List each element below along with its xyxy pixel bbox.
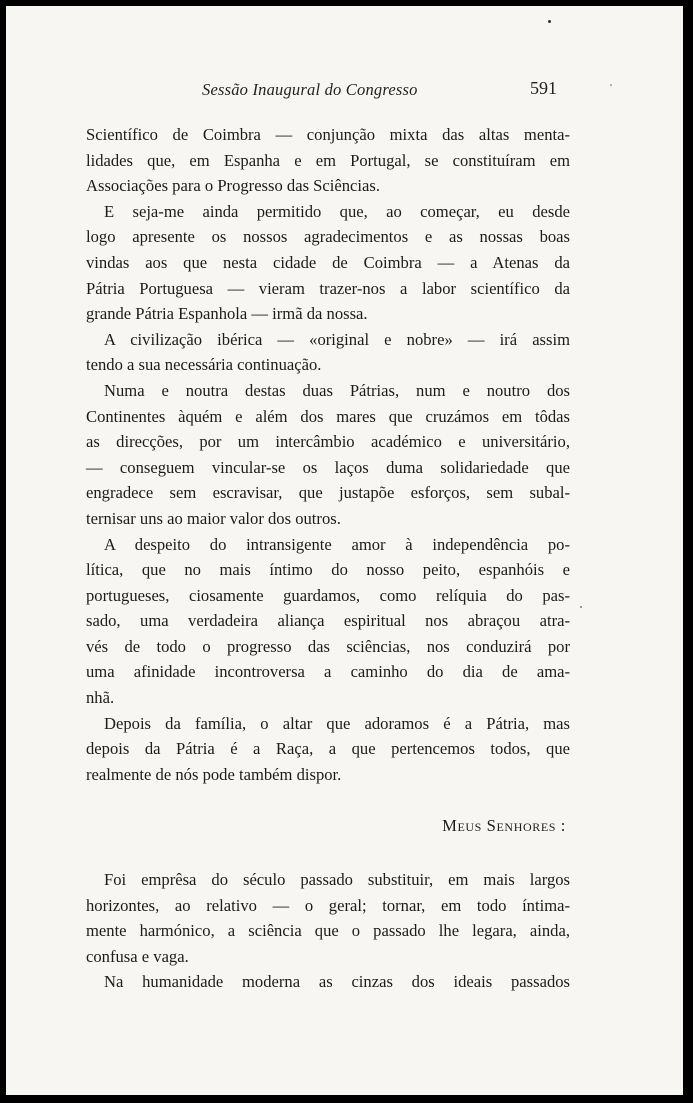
scan-speck [580,606,582,608]
paragraph [86,199,570,327]
text-line: A despeito do intransigente amor à independência po- [104,534,570,554]
text-line: vindas aos que nesta cidade de Coimbra — a Atenas da [86,252,570,272]
paragraph [86,378,570,532]
text-line: as direcções, por um intercâmbio académico e universitário, [86,432,570,452]
text-line: confusa e vaga. [86,946,189,966]
text-line: E seja-me ainda permitido que, ao começar, eu desde [104,201,570,221]
text-line: — conseguem vincular-se os laços duma solidariedade que [86,457,570,477]
text-line: Depois da família, o altar que adoramos é a Pátria, mas [104,713,570,733]
text-line: lítica, que no mais íntimo do nosso peito, espanhóis e [86,560,570,580]
text-line: ternisar uns ao maior valor dos outros. [86,508,341,528]
text-line: nhã. [86,688,115,708]
text-line: uma afinidade incontroversa a caminho do dia de ama- [86,662,570,682]
text-line: sado, uma verdadeira aliança espiritual nos abraçou atra- [86,611,570,631]
text-line: portugueses, ciosamente guardamos, como relíquia do pas- [86,585,570,605]
text-line: logo apresente os nossos agradecimentos e as nossas boas [86,227,570,247]
text-line: Associações para o Progresso das Sciências. [86,176,380,196]
paragraph [86,122,570,199]
text-line: tendo a sua necessária continuação. [86,355,322,375]
paragraph [86,711,570,788]
text-line: Continentes àquém e além dos mares que cruzámos em tôdas [86,406,570,426]
text-line: engradece sem escravisar, que justapõe esforços, sem subal- [86,483,570,503]
paragraph [86,532,570,711]
paragraph [86,969,570,995]
text-line: Scientífico de Coimbra — conjunção mixta das altas menta- [86,125,570,144]
book-page [6,6,683,1095]
paragraph [86,327,570,378]
page-number: 591 [530,78,557,98]
scan-speck [610,84,612,86]
text-line: vés de todo o progresso das sciências, nos conduzirá por [86,636,570,656]
text-line: Numa e noutra destas duas Pátrias, num e noutro dos [104,380,570,400]
text-line: lidades que, em Espanha e em Portugal, se constituíram em [86,150,570,170]
text-line: mente harmónico, a sciência que o passado lhe legara, ainda, [86,921,570,941]
paragraph [86,867,570,969]
text-line: Pátria Portuguesa — vieram trazer-nos a labor scientífico da [86,278,570,298]
body-text [86,122,570,995]
text-line: grande Pátria Espanhola — irmã da nossa. [86,304,368,324]
running-title: Sessão Inaugural do Congresso [202,80,418,99]
scan-speck [548,20,551,23]
text-line: horizontes, ao relativo — o geral; tornar, em todo íntima- [86,895,570,915]
text-line: depois da Pátria é a Raça, a que pertencemos todos, que [86,739,570,759]
text-line: A civilização ibérica — «original e nobre» — irá assim [104,329,570,349]
text-line: Na humanidade moderna as cinzas dos ideais passados [104,972,570,992]
text-line: realmente de nós pode também dispor. [86,764,342,784]
salutation: Meus Senhores : [442,816,566,836]
running-head [6,80,683,102]
text-line: Foi emprêsa do século passado substituir, em mais largos [104,870,570,890]
